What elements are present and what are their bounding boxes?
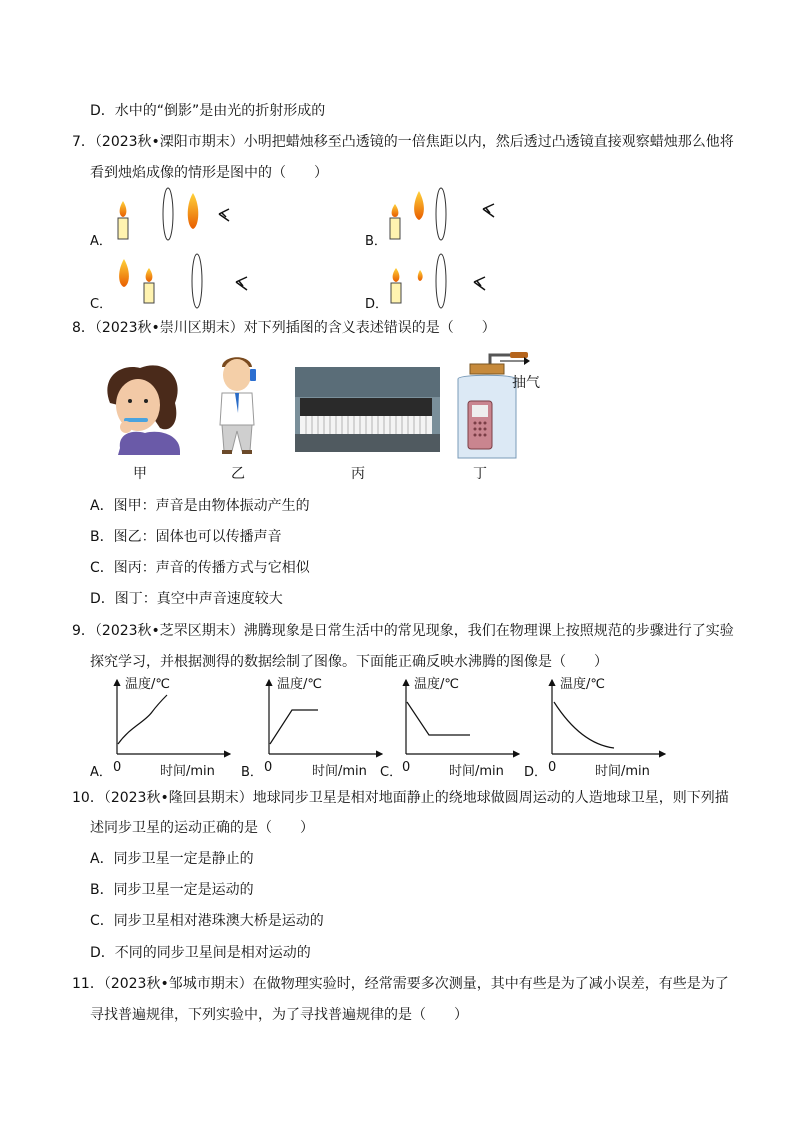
q10-stem-line2: 述同步卫星的运动正确的是（ ） [90,820,314,836]
q9-stem-line1: 9．（2023秋•芝罘区期末）沸腾现象是日常生活中的常见现象，我们在物理课上按照规范的步骤进行了实验 [72,623,734,639]
q7-option-b: B． [365,234,387,249]
q8-label-bing: 丙 [351,466,365,482]
q9-curve-a [118,695,167,744]
q10-option-d: D．不同的同步卫星间是相对运动的 [90,945,311,961]
q11-stem-line1: 11．（2023秋•邹城市期末）在做物理实验时，经常需要多次测量，其中有些是为了减小误差，有些是为了 [72,976,729,992]
q9-graph-a-ylabel: 温度/℃ [125,677,170,692]
q8-pic-jia [107,365,180,455]
q7-figure-a [118,188,229,240]
q7-figure-c [119,254,247,308]
q9-graph-d-origin: 0 [548,760,557,775]
q9-curve-d [554,702,614,748]
q8-stem: 8．（2023秋•崇川区期末）对下列插图的含义表述错误的是（ ） [72,320,496,336]
q8-pic-ding [458,352,530,458]
eye-icon [483,204,494,217]
q9-graph-b-ylabel: 温度/℃ [277,677,322,692]
q9-graph-d-ylabel: 温度/℃ [560,677,605,692]
eye-icon [474,277,485,290]
q10-option-b: B．同步卫星一定是运动的 [90,882,254,898]
q9-curve-c [407,702,470,735]
q9-option-a: A． [90,765,112,780]
q9-option-b: B． [241,765,263,780]
q9-graph-a-xlabel: 时间/min [160,764,215,779]
q8-option-a: A．图甲：声音是由物体振动产生的 [90,498,310,514]
eye-icon [219,209,229,221]
q9-graph-d-xlabel: 时间/min [595,764,650,779]
q9-graph-b-xlabel: 时间/min [312,764,367,779]
q8-pump-label: 抽气 [512,375,540,391]
q8-label-ding: 丁 [473,466,487,482]
q8-label-jia: 甲 [133,466,147,482]
q7-option-c: C． [90,297,113,312]
q10-option-c: C．同步卫星相对港珠澳大桥是运动的 [90,913,324,929]
eye-icon [236,277,247,290]
q9-graph-a-origin: 0 [113,760,122,775]
q9-graph-b-origin: 0 [264,760,273,775]
q8-pic-yi [220,357,256,454]
q9-stem-line2: 探究学习，并根据测得的数据绘制了图像。下面能正确反映水沸腾的图像是（ ） [90,654,608,670]
q8-option-c: C．图丙：声音的传播方式与它相似 [90,560,310,576]
q7-figure-b [390,188,494,240]
q9-graph-c-origin: 0 [402,760,411,775]
q7-option-d: D． [365,297,389,312]
q9-graph-c-xlabel: 时间/min [449,764,504,779]
q7-option-a: A． [90,234,112,249]
q10-option-a: A．同步卫星一定是静止的 [90,851,254,867]
q7-figure-d [391,254,485,308]
q8-label-yi: 乙 [231,466,245,482]
q9-curve-b [270,710,318,744]
q9-option-c: C． [380,765,403,780]
q6-option-d: D．水中的“倒影”是由光的折射形成的 [90,103,326,119]
q11-stem-line2: 寻找普遍规律，下列实验中，为了寻找普遍规律的是（ ） [90,1007,468,1023]
q8-illustrations [0,343,793,468]
q8-option-d: D．图丁：真空中声音速度较大 [90,591,283,607]
q10-stem-line1: 10．（2023秋•隆回县期末）地球同步卫星是相对地面静止的绕地球做圆周运动的人造地球卫星，则下列描 [72,790,729,806]
q8-option-b: B．图乙：固体也可以传播声音 [90,529,282,545]
q7-stem-line2: 看到烛焰成像的情形是图中的（ ） [90,165,328,181]
q9-graph-c-ylabel: 温度/℃ [414,677,459,692]
q7-lens-figures [0,186,793,316]
q9-option-d: D． [524,765,548,780]
q7-stem-line1: 7．（2023秋•溧阳市期末）小明把蜡烛移至凸透镜的一倍焦距以内，然后透过凸透镜直接观察蜡烛那么他将 [72,134,734,150]
q8-pic-bing [295,367,440,452]
